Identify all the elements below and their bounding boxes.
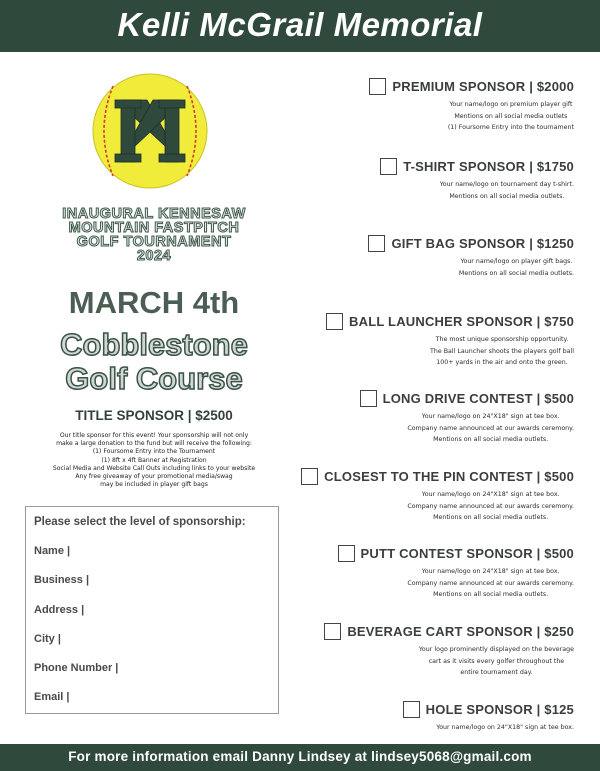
description-line: Mentions on all social media outlets	[454, 112, 568, 120]
event-date: MARCH 4th	[68, 285, 240, 320]
sponsor-title: CLOSEST TO THE PIN CONTEST | $500	[324, 469, 574, 484]
phone-number-field[interactable]: Phone Number |	[34, 662, 119, 674]
tournament-title	[25, 207, 283, 263]
description-line: Your name/logo on player gift bags.	[460, 258, 573, 265]
hole-sponsor-checkbox[interactable]	[403, 701, 420, 718]
beverage-cart-sponsor-checkbox[interactable]	[324, 623, 341, 640]
description-line: Social Media and Website Call Outs including links to your website	[52, 464, 256, 472]
form-heading: Please select the level of sponsorship:	[34, 516, 246, 528]
sponsor-option-row	[360, 390, 574, 407]
sponsor-title: T-SHIRT SPONSOR | $1750	[403, 159, 574, 174]
sponsor-option-row	[368, 235, 574, 252]
tournament-title-line: 2024	[136, 248, 172, 264]
venue-name	[25, 328, 283, 396]
description-line: Company name announced at our awards ceremony.	[407, 424, 574, 432]
description-line: Company name announced at our awards ceremony.	[407, 579, 574, 587]
sponsor-title: LONG DRIVE CONTEST | $500	[382, 391, 574, 406]
sponsor-description	[440, 179, 574, 202]
description-line: Mentions on all social media outlets.	[433, 514, 549, 521]
sponsor-description	[407, 411, 574, 446]
tournament-title-line: MOUNTAIN FASTPITCH	[68, 220, 240, 236]
description-line: Company name announced at our awards ceremony.	[407, 502, 574, 510]
description-line: Mentions on all social media outlets.	[433, 436, 549, 443]
venue-line: Cobblestone	[60, 327, 248, 362]
email-field[interactable]: Email |	[34, 691, 70, 703]
premium-sponsor-checkbox[interactable]	[369, 78, 386, 95]
description-line: 100+ yards in the air and onto the green.	[436, 359, 568, 366]
sponsor-description	[430, 334, 574, 369]
sponsorship-form	[25, 506, 279, 714]
description-line: Mentions on all social media outlets.	[449, 192, 565, 200]
description-line: (1) Foursome Entry into the tournament	[447, 124, 574, 131]
contact-info: For more information email Danny Lindsey at lindsey5068@gmail.com	[68, 749, 532, 764]
venue-line: Golf Course	[65, 361, 243, 396]
sponsor-option-row	[380, 158, 574, 175]
sponsor-title: PREMIUM SPONSOR | $2000	[392, 79, 574, 94]
description-line: Your name/logo on 24"X18" sign at tee box.	[421, 568, 560, 575]
description-line: Your name/logo on premium player gift	[449, 101, 573, 108]
description-line: Mentions on all social media outlets.	[458, 269, 574, 277]
description-line: Your name/logo on 24"X18" sign at tee box.	[421, 413, 560, 420]
sponsor-title: BALL LAUNCHER SPONSOR | $750	[349, 314, 574, 329]
gift-bag-sponsor-checkbox[interactable]	[368, 235, 385, 252]
sponsor-option-row	[338, 545, 574, 562]
description-line: (1) 8ft x 4ft Banner at Registration	[101, 456, 207, 464]
page-title: Kelli McGrail Memorial	[117, 6, 483, 43]
softball-logo-icon	[91, 72, 209, 190]
ball-launcher-sponsor-checkbox[interactable]	[326, 313, 343, 330]
sponsor-option-row	[326, 313, 574, 330]
description-line: make a large donation to the fund but will receive the following:	[56, 440, 252, 448]
sponsor-title: HOLE SPONSOR | $125	[425, 702, 574, 717]
sponsor-description	[459, 256, 574, 279]
title-sponsor-heading: TITLE SPONSOR | $2500	[75, 408, 233, 423]
sponsor-title: GIFT BAG SPONSOR | $1250	[391, 236, 574, 251]
header-banner	[0, 0, 600, 52]
description-line: The most unique sponsorship opportunity.	[435, 336, 569, 343]
description-line: The Ball Launcher shoots the players golf ball	[430, 347, 574, 355]
description-line: Your name/logo on 24"X18" sign at tee box.	[436, 724, 574, 731]
footer-banner	[0, 744, 600, 771]
sponsor-description	[448, 99, 574, 134]
business-field[interactable]: Business |	[34, 574, 90, 586]
sponsor-title: BEVERAGE CART SPONSOR | $250	[347, 624, 574, 639]
description-line: cart as it visits every golfer throughout the	[428, 657, 565, 665]
closest-to-pin-checkbox[interactable]	[301, 468, 318, 485]
description-line: may be included in player gift bags	[100, 481, 208, 489]
address-field[interactable]: Address |	[34, 604, 85, 616]
description-line: Our title sponsor for this event! Your sponsorship will not only	[59, 432, 249, 439]
long-drive-contest-checkbox[interactable]	[360, 390, 377, 407]
tournament-title-line: GOLF TOURNAMENT	[76, 234, 232, 250]
description-line: Mentions on all social media outlets.	[433, 591, 549, 598]
tournament-title-line: INAUGURAL KENNESAW	[62, 206, 246, 222]
city-field[interactable]: City |	[34, 633, 61, 645]
title-sponsor-description	[25, 432, 283, 489]
tshirt-sponsor-checkbox[interactable]	[380, 158, 397, 175]
description-line: Your name/logo on tournament day t-shirt.	[439, 181, 574, 188]
sponsor-description	[407, 566, 574, 601]
sponsor-option-row	[324, 623, 574, 640]
description-line: Any free giveaway of your promotional media/swag	[75, 473, 233, 481]
sponsor-description	[419, 644, 574, 679]
sponsor-description	[407, 489, 574, 524]
sponsor-description	[436, 722, 574, 734]
description-line: (1) Foursome Entry into the Tournament	[92, 448, 216, 456]
name-field[interactable]: Name |	[34, 545, 71, 557]
sponsor-title: PUTT CONTEST SPONSOR | $500	[360, 546, 574, 561]
description-line: Your name/logo on 24"X18" sign at tee box.	[421, 491, 560, 498]
sponsor-option-row	[403, 701, 574, 718]
putt-contest-checkbox[interactable]	[338, 545, 355, 562]
sponsor-option-row	[301, 468, 574, 485]
description-line: Your logo prominently displayed on the beverage	[418, 646, 574, 653]
description-line: entire tournament day.	[460, 669, 533, 676]
sponsor-option-row	[369, 78, 574, 95]
